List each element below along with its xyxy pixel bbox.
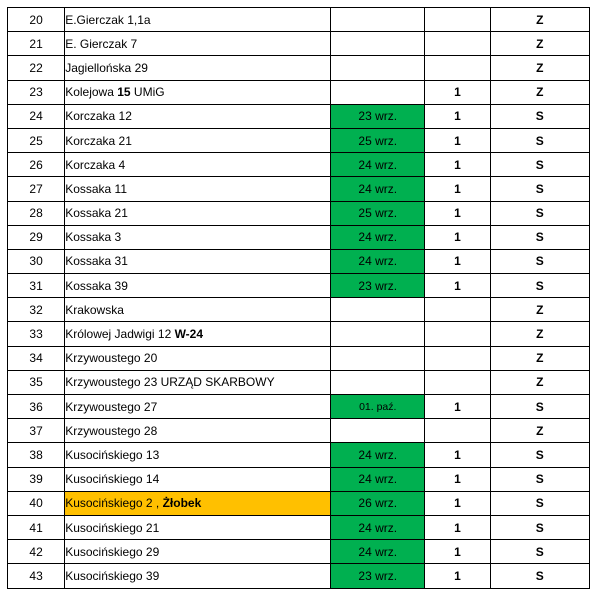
street-text: Korczaka 21	[65, 133, 132, 148]
date-cell[interactable]	[331, 56, 425, 80]
table-row[interactable]	[8, 443, 590, 467]
table-row[interactable]	[8, 564, 590, 588]
type-cell[interactable]: S	[490, 274, 589, 298]
type-cell[interactable]: S	[490, 201, 589, 225]
street-cell[interactable]	[65, 540, 331, 564]
count-cell[interactable]: 1	[425, 515, 490, 539]
street-text: Korczaka 12	[65, 109, 132, 124]
count-cell[interactable]	[425, 419, 490, 443]
street-cell[interactable]	[65, 56, 331, 80]
table-row[interactable]	[8, 540, 590, 564]
type-cell[interactable]: S	[490, 564, 589, 588]
street-cell[interactable]	[65, 128, 331, 152]
type-cell[interactable]: S	[490, 249, 589, 273]
row-number-cell[interactable]: 40	[8, 491, 65, 515]
street-text: Królowej Jadwigi 12	[65, 327, 175, 342]
row-number-cell[interactable]: 28	[8, 201, 65, 225]
count-cell[interactable]: 1	[425, 225, 490, 249]
street-text: Krzywoustego 23 URZĄD SKARBOWY	[65, 375, 275, 390]
street-text: E.Gierczak 1,1a	[65, 12, 151, 27]
count-cell[interactable]: 1	[425, 177, 490, 201]
type-cell[interactable]: Z	[490, 370, 589, 394]
date-cell[interactable]	[331, 322, 425, 346]
date-cell[interactable]: 24 wrz.	[331, 443, 425, 467]
date-cell[interactable]	[331, 8, 425, 32]
table-row[interactable]	[8, 274, 590, 298]
table-row[interactable]	[8, 467, 590, 491]
count-cell[interactable]: 1	[425, 491, 490, 515]
street-text: Kusocińskiego 13	[65, 447, 160, 462]
count-cell[interactable]: 1	[425, 249, 490, 273]
count-cell[interactable]: 1	[425, 128, 490, 152]
street-text: Kusocińskiego 39	[65, 568, 160, 583]
street-cell[interactable]	[65, 515, 331, 539]
row-number-cell[interactable]: 24	[8, 104, 65, 128]
count-cell[interactable]: 1	[425, 104, 490, 128]
type-cell[interactable]: Z	[490, 8, 589, 32]
row-number-cell[interactable]: 42	[8, 540, 65, 564]
street-cell[interactable]	[65, 491, 331, 515]
row-number-cell[interactable]: 33	[8, 322, 65, 346]
street-text: Kossaka 21	[65, 206, 128, 221]
date-cell[interactable]: 23 wrz.	[331, 104, 425, 128]
street-cell[interactable]	[65, 274, 331, 298]
row-number-cell[interactable]: 31	[8, 274, 65, 298]
table-row[interactable]	[8, 225, 590, 249]
street-cell[interactable]	[65, 225, 331, 249]
table-row[interactable]	[8, 104, 590, 128]
date-cell[interactable]: 24 wrz.	[331, 153, 425, 177]
date-cell[interactable]: 24 wrz.	[331, 540, 425, 564]
table-row[interactable]	[8, 419, 590, 443]
table-row[interactable]	[8, 8, 590, 32]
table-row[interactable]	[8, 298, 590, 322]
count-cell[interactable]: 1	[425, 80, 490, 104]
street-cell[interactable]	[65, 8, 331, 32]
type-cell[interactable]: Z	[490, 32, 589, 56]
date-cell[interactable]: 23 wrz.	[331, 564, 425, 588]
type-cell[interactable]: S	[490, 515, 589, 539]
street-bold-text: Żłobek	[162, 496, 202, 511]
date-cell[interactable]	[331, 346, 425, 370]
date-cell[interactable]: 24 wrz.	[331, 225, 425, 249]
street-text: Kossaka 31	[65, 254, 128, 269]
street-cell[interactable]	[65, 346, 331, 370]
row-number-cell[interactable]: 43	[8, 564, 65, 588]
type-cell[interactable]: S	[490, 153, 589, 177]
street-text: E. Gierczak 7	[65, 36, 138, 51]
street-cell[interactable]	[65, 564, 331, 588]
date-cell[interactable]	[331, 32, 425, 56]
row-number-cell[interactable]: 36	[8, 395, 65, 419]
schedule-table	[7, 7, 590, 589]
street-text: Krzywoustego 27	[65, 399, 158, 414]
date-cell[interactable]: 26 wrz.	[331, 491, 425, 515]
date-cell[interactable]: 24 wrz.	[331, 177, 425, 201]
row-number-cell[interactable]: 34	[8, 346, 65, 370]
table-row[interactable]	[8, 491, 590, 515]
table-row[interactable]	[8, 80, 590, 104]
row-number-cell[interactable]: 30	[8, 249, 65, 273]
row-number-cell[interactable]: 35	[8, 370, 65, 394]
street-cell[interactable]	[65, 298, 331, 322]
type-cell[interactable]: Z	[490, 56, 589, 80]
street-bold-text: W-24	[174, 327, 204, 342]
street-text: Kossaka 11	[65, 181, 128, 196]
street-suffix-text: UMiG	[130, 85, 165, 100]
type-cell[interactable]: S	[490, 128, 589, 152]
street-text: Kossaka 3	[65, 230, 122, 245]
count-cell[interactable]	[425, 298, 490, 322]
date-cell[interactable]: 25 wrz.	[331, 128, 425, 152]
street-cell[interactable]	[65, 104, 331, 128]
date-cell[interactable]: 01. paź.	[331, 395, 425, 419]
type-cell[interactable]: Z	[490, 298, 589, 322]
street-text: Krzywoustego 20	[65, 351, 158, 366]
type-cell[interactable]: Z	[490, 322, 589, 346]
count-cell[interactable]	[425, 32, 490, 56]
street-cell[interactable]	[65, 249, 331, 273]
schedule-table-body	[8, 8, 590, 589]
type-cell[interactable]: S	[490, 443, 589, 467]
count-cell[interactable]: 1	[425, 395, 490, 419]
type-cell[interactable]: Z	[490, 80, 589, 104]
count-cell[interactable]	[425, 8, 490, 32]
count-cell[interactable]	[425, 56, 490, 80]
date-cell[interactable]: 25 wrz.	[331, 201, 425, 225]
date-cell[interactable]: 24 wrz.	[331, 515, 425, 539]
type-cell[interactable]: S	[490, 540, 589, 564]
date-cell[interactable]	[331, 419, 425, 443]
count-cell[interactable]: 1	[425, 564, 490, 588]
row-number-cell[interactable]: 22	[8, 56, 65, 80]
table-row[interactable]	[8, 32, 590, 56]
table-row[interactable]	[8, 395, 590, 419]
street-cell[interactable]	[65, 177, 331, 201]
street-text: Kusocińskiego 2 ,	[65, 496, 163, 511]
date-cell[interactable]	[331, 298, 425, 322]
row-number-cell[interactable]: 21	[8, 32, 65, 56]
table-row[interactable]	[8, 153, 590, 177]
type-cell[interactable]: S	[490, 395, 589, 419]
street-text: Kusocińskiego 29	[65, 544, 160, 559]
type-cell[interactable]: S	[490, 104, 589, 128]
count-cell[interactable]: 1	[425, 467, 490, 491]
count-cell[interactable]: 1	[425, 443, 490, 467]
street-cell[interactable]	[65, 201, 331, 225]
row-number-cell[interactable]: 27	[8, 177, 65, 201]
row-number-cell[interactable]: 41	[8, 515, 65, 539]
table-row[interactable]	[8, 177, 590, 201]
date-cell[interactable]	[331, 80, 425, 104]
type-cell[interactable]: Z	[490, 346, 589, 370]
table-row[interactable]	[8, 515, 590, 539]
type-cell[interactable]: Z	[490, 419, 589, 443]
type-cell[interactable]: S	[490, 177, 589, 201]
table-row[interactable]	[8, 346, 590, 370]
street-cell[interactable]	[65, 153, 331, 177]
count-cell[interactable]: 1	[425, 540, 490, 564]
count-cell[interactable]: 1	[425, 201, 490, 225]
date-cell[interactable]: 23 wrz.	[331, 274, 425, 298]
table-row[interactable]	[8, 128, 590, 152]
date-cell[interactable]: 24 wrz.	[331, 249, 425, 273]
type-cell[interactable]: S	[490, 225, 589, 249]
street-text: Korczaka 4	[65, 157, 126, 172]
street-cell[interactable]	[65, 322, 331, 346]
street-cell[interactable]	[65, 467, 331, 491]
street-cell[interactable]	[65, 370, 331, 394]
street-cell[interactable]	[65, 419, 331, 443]
row-number-cell[interactable]: 37	[8, 419, 65, 443]
street-cell[interactable]	[65, 32, 331, 56]
row-number-cell[interactable]: 25	[8, 128, 65, 152]
table-row[interactable]	[8, 249, 590, 273]
street-text: Krakowska	[65, 302, 124, 317]
count-cell[interactable]	[425, 322, 490, 346]
street-bold-text: 15	[117, 85, 131, 100]
street-text: Kolejowa	[65, 85, 118, 100]
row-number-cell[interactable]: 20	[8, 8, 65, 32]
table-row[interactable]	[8, 56, 590, 80]
row-number-cell[interactable]: 23	[8, 80, 65, 104]
table-row[interactable]	[8, 201, 590, 225]
row-number-cell[interactable]: 29	[8, 225, 65, 249]
date-cell[interactable]	[331, 370, 425, 394]
count-cell[interactable]: 1	[425, 274, 490, 298]
street-text: Jagiellońska 29	[65, 60, 148, 75]
count-cell[interactable]	[425, 370, 490, 394]
street-text: Kusocińskiego 14	[65, 472, 160, 487]
table-row[interactable]	[8, 370, 590, 394]
date-cell[interactable]: 24 wrz.	[331, 467, 425, 491]
type-cell[interactable]: S	[490, 467, 589, 491]
street-text: Krzywoustego 28	[65, 423, 158, 438]
row-number-cell[interactable]: 38	[8, 443, 65, 467]
street-text: Kusocińskiego 21	[65, 520, 160, 535]
street-cell[interactable]	[65, 80, 331, 104]
row-number-cell[interactable]: 32	[8, 298, 65, 322]
count-cell[interactable]: 1	[425, 153, 490, 177]
table-row[interactable]	[8, 322, 590, 346]
row-number-cell[interactable]: 39	[8, 467, 65, 491]
street-cell[interactable]	[65, 443, 331, 467]
street-text: Kossaka 39	[65, 278, 128, 293]
street-cell[interactable]	[65, 395, 331, 419]
count-cell[interactable]	[425, 346, 490, 370]
type-cell[interactable]: S	[490, 491, 589, 515]
row-number-cell[interactable]: 26	[8, 153, 65, 177]
